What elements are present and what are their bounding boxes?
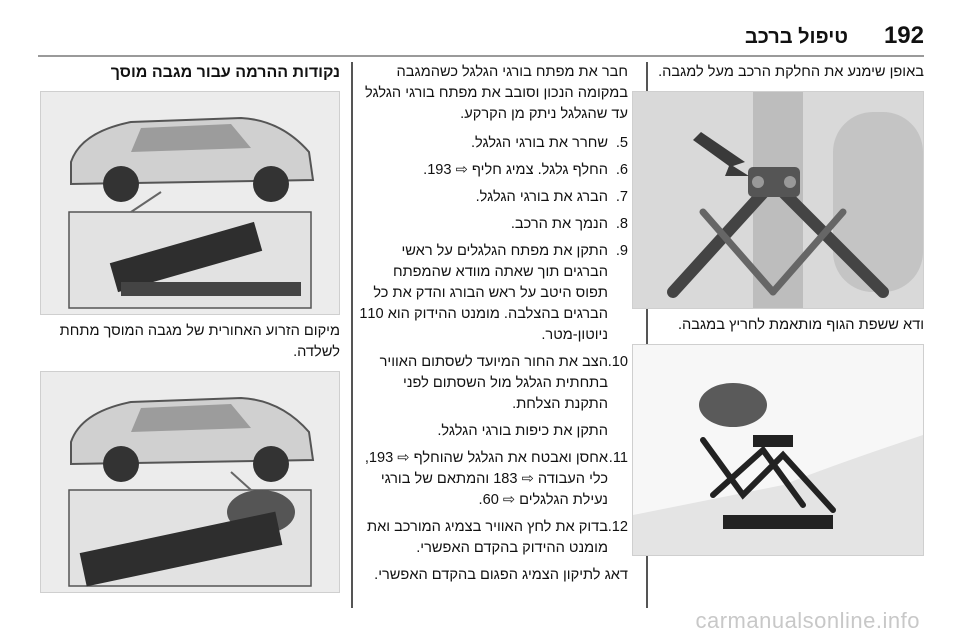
list-item: התקן את כיפות בורגי הגלגל. — [437, 423, 608, 439]
list-item: 9. התקן את מפתח הגלגלים על ראשי הברגים תוך שאתה מוודא שהמפתח תפוס היטב על ראש הבורג והדק את כל הברגים בהצלבה. מומנט ההידוק הוא 110 ניוטון-מטר. — [359, 243, 628, 343]
list-item: 8. הנמך את הרכב. — [510, 216, 628, 232]
column-divider-left — [351, 62, 353, 608]
intro-text: חבר את מפתח בורגי הגלגל כשהמגבה במקומה הנכון וסובב את מפתח בורגי הגלגל עד שהגלגל ניתק מן הקרקע. — [365, 64, 628, 122]
page-number: 192 — [883, 22, 924, 49]
jack-slot-image — [632, 344, 924, 556]
list-item: 12. בדוק את לחץ האוויר בצמיג המורכב ואת מומנט ההידוק בהקדם האפשרי. — [366, 519, 628, 556]
header-rule — [38, 55, 924, 57]
closing-text: דאג לתיקון הצמיג הפגום בהקדם האפשרי. — [374, 567, 628, 583]
list-item: 7. הברג את בורגי הגלגל. — [475, 189, 628, 205]
page-title: טיפול ברכב — [744, 26, 848, 48]
column-b — [358, 62, 628, 594]
column-a — [634, 62, 924, 556]
list-item: 11. אחסן ואבטח את הגלגל שהוחלף ⇨ 193, כלי העבודה ⇨ 183 והמתאם של בורגי נעילת הגלגלים ⇨ 60. — [364, 450, 628, 508]
intro-text: באופן שימנע את החלקת הרכב מעל למגבה. — [658, 64, 924, 80]
steps-list — [358, 133, 628, 559]
list-item: 5. שחרר את בורגי הגלגל. — [470, 135, 628, 151]
watermark: carmanualsonline.info — [695, 608, 920, 633]
list-item: 10. הצב את החור המיועד לשסתום האוויר בתחתית הגלגל מול השסתום לפני התקנת הצלחת. — [379, 354, 628, 412]
rear-lift-point-image — [40, 371, 340, 593]
front-lift-point-image — [40, 91, 340, 315]
figure-caption: מיקום הזרוע האחורית של מגבה המוסך מתחת לשלדה. — [59, 323, 340, 360]
figure-caption: ודא ששפת הגוף מותאמת לחריץ במגבה. — [677, 317, 924, 333]
jack-placement-image — [632, 91, 924, 309]
section-heading: נקודות ההרמה עבור מגבה מוסך — [110, 64, 340, 81]
column-c — [40, 62, 340, 593]
list-item: 6. החלף גלגל. צמיג חליף ⇨ 193. — [423, 162, 628, 178]
